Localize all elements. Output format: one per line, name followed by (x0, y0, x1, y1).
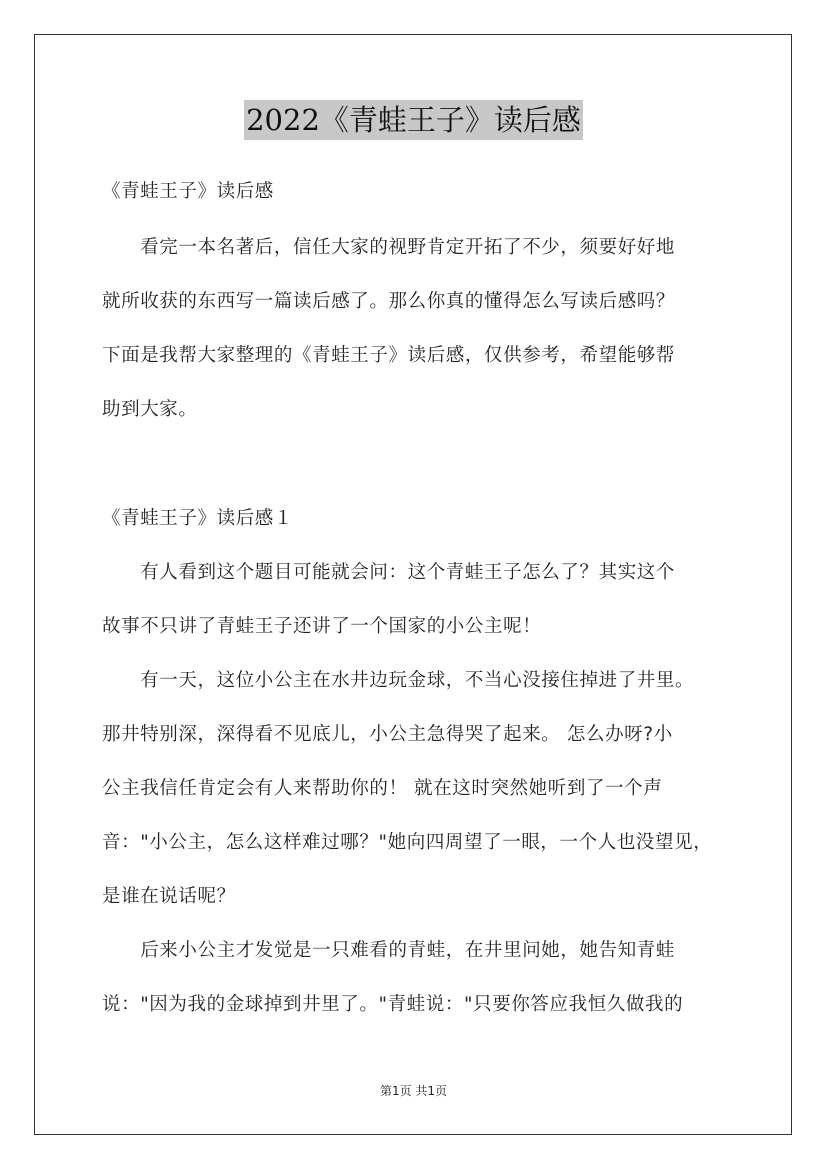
paragraph-line: 后来小公主才发觉是一只难看的青蛙，在井里问她，她告知青蛙 (102, 940, 676, 961)
document-title: 2022《青蛙王子》读后感 (244, 100, 583, 140)
paragraph-line: 就所收获的东西写一篇读后感了。那么你真的懂得怎么写读后感吗？ (102, 291, 676, 312)
paragraph-line: 故事不只讲了青蛙王子还讲了一个国家的小公主呢！ (102, 616, 542, 637)
page-footer: 第1页 共1页 (379, 1084, 448, 1098)
paragraph-line: 有人看到这个题目可能就会问：这个青蛙王子怎么了？其实这个 (102, 562, 676, 583)
paragraph-line: 那井特别深，深得看不见底儿，小公主急得哭了起来。 怎么办呀?小 (102, 724, 673, 745)
paragraph-line: 助到大家。 (102, 399, 198, 420)
paragraph-line: 公主我信任肯定会有人来帮助你的！ 就在这时突然她听到了一个声 (102, 778, 663, 799)
paragraph-line: 有一天，这位小公主在水井边玩金球，不当心没接住掉进了井里。 (102, 670, 695, 691)
paragraph-line: 说："因为我的金球掉到井里了。"青蛙说："只要你答应我恒久做我的 (102, 994, 684, 1015)
paragraph-line: 音："小公主，怎么这样难过哪？"她向四周望了一眼，一个人也没望见， (102, 832, 713, 853)
paragraph-line: 下面是我帮大家整理的《青蛙王子》读后感，仅供参考，希望能够帮 (102, 345, 676, 366)
paragraph-line: 看完一本名著后，信任大家的视野肯定开拓了不少，须要好好地 (102, 237, 676, 258)
subtitle-line: 《青蛙王子》读后感 (102, 181, 274, 202)
section-heading: 《青蛙王子》读后感１ (102, 508, 294, 529)
paragraph-line: 是谁在说话呢？ (102, 886, 236, 907)
title-container (0, 100, 827, 140)
